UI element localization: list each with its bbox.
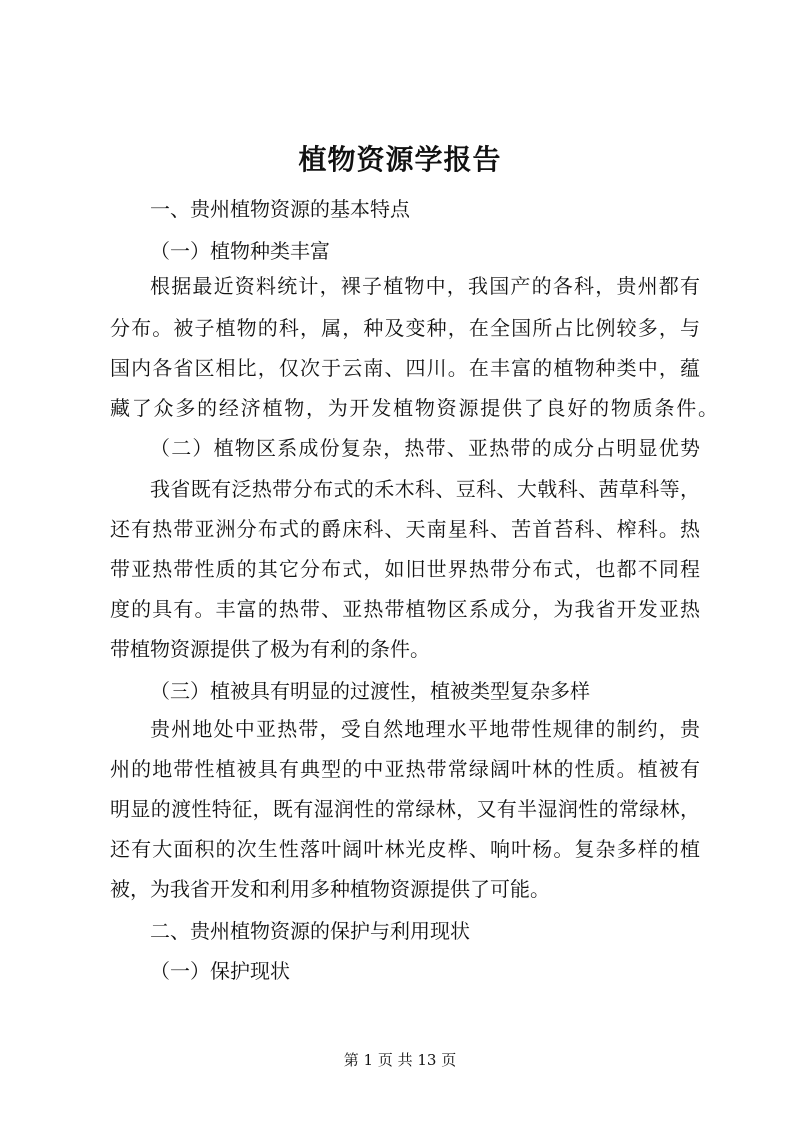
paragraph-line: 分布。被子植物的科，属，种及变种，在全国所占比例较多，与 xyxy=(110,316,700,340)
paragraph-line: 明显的渡性特征，既有湿润性的常绿林，又有半湿润性的常绿林， xyxy=(110,797,700,821)
paragraph-line: 度的具有。丰富的热带、亚热带植物区系成分，为我省开发亚热 xyxy=(110,597,700,621)
paragraph-line: 带亚热带性质的其它分布式，如旧世界热带分布式，也都不同程 xyxy=(110,557,700,581)
paragraph-line: 被，为我省开发和利用多种植物资源提供了可能。 xyxy=(110,877,550,901)
subsection-heading-1-1: （一）植物种类丰富 xyxy=(150,239,330,263)
paragraph-line: 国内各省区相比，仅次于云南、四川。在丰富的植物种类中，蕴 xyxy=(110,356,700,380)
subsection-heading-2-1: （一）保护现状 xyxy=(150,959,290,983)
document-title: 植物资源学报告 xyxy=(298,143,502,176)
page-number-footer: 第 1 页 共 13 页 xyxy=(343,1051,457,1069)
section-heading-2: 二、贵州植物资源的保护与利用现状 xyxy=(150,919,470,943)
paragraph-line: 州的地带性植被具有典型的中亚热带常绿阔叶林的性质。植被有 xyxy=(110,757,700,781)
paragraph-line: 贵州地处中亚热带，受自然地理水平地带性规律的制约，贵 xyxy=(150,717,700,741)
paragraph-line: 我省既有泛热带分布式的禾木科、豆科、大戟科、茜草科等， xyxy=(150,477,700,501)
paragraph-line: 还有热带亚洲分布式的爵床科、天南星科、苦首苔科、榨科。热 xyxy=(110,517,700,541)
subsection-heading-1-3: （三）植被具有明显的过渡性，植被类型复杂多样 xyxy=(150,679,590,703)
paragraph-line: 还有大面积的次生性落叶阔叶林光皮桦、响叶杨。复杂多样的植 xyxy=(110,837,700,861)
section-heading-1: 一、贵州植物资源的基本特点 xyxy=(150,197,410,221)
paragraph-line: 根据最近资料统计，裸子植物中，我国产的各科，贵州都有 xyxy=(150,274,700,298)
paragraph-line: 带植物资源提供了极为有利的条件。 xyxy=(110,637,430,661)
paragraph-line: 藏了众多的经济植物，为开发植物资源提供了良好的物质条件。 xyxy=(110,396,718,420)
subsection-heading-1-2: （二）植物区系成份复杂，热带、亚热带的成分占明显优势 xyxy=(150,436,700,460)
